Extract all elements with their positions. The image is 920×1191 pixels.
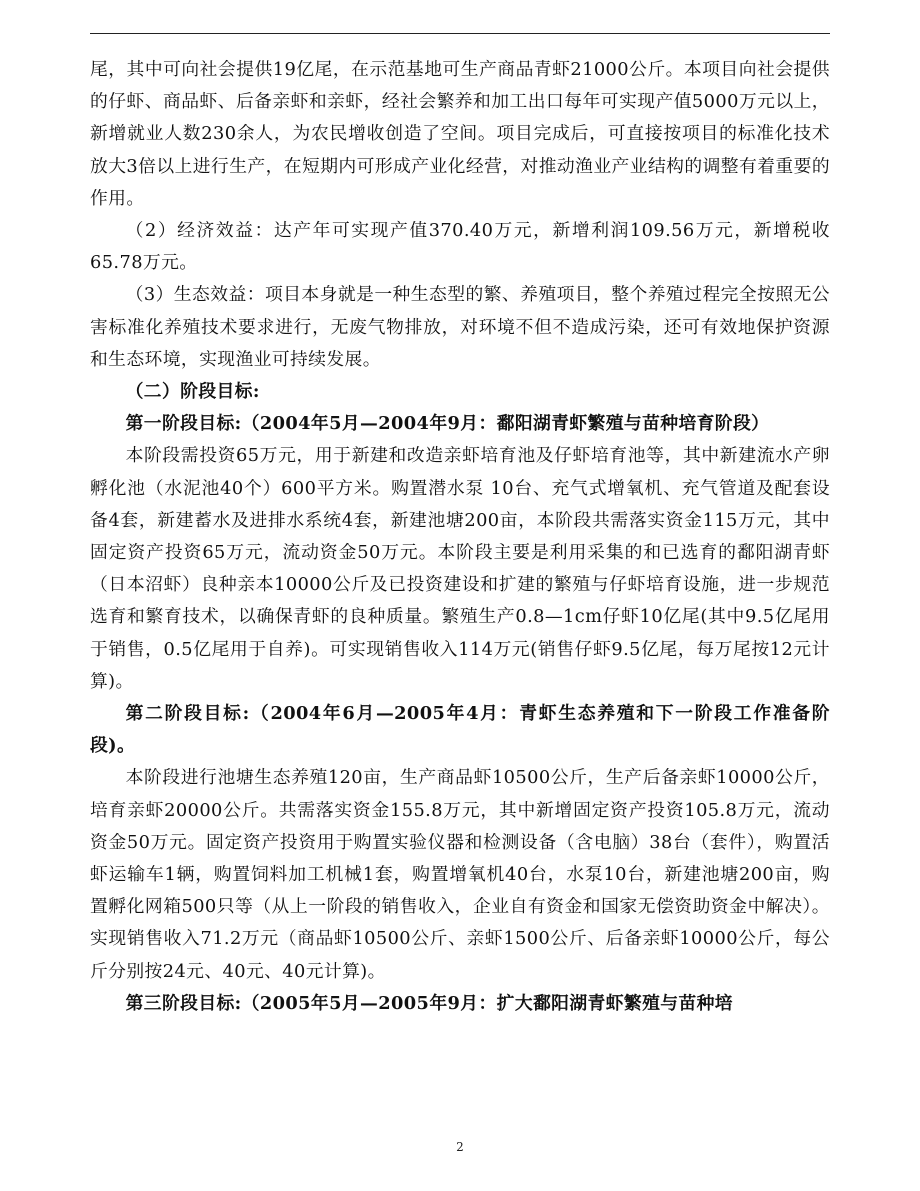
stage-one-heading: 第一阶段目标:（2004年5月—2004年9月：鄱阳湖青虾繁殖与苗种培育阶段） [125, 413, 770, 435]
stage-three-heading: 第三阶段目标:（2005年5月—2005年9月：扩大鄱阳湖青虾繁殖与苗种培 [125, 992, 733, 1014]
paragraph-ecological-benefit: （3）生态效益：项目本身就是一种生态型的繁、养殖项目，整个养殖过程完全按照无公害标准化养殖技术要求进行，无废气物排放，对环境不但不造成污染，还可有效地保护资源和生态环境，实现渔业可持续发展。 [90, 284, 830, 370]
header-rule [90, 33, 830, 34]
page-number: 2 [456, 1140, 464, 1154]
paragraph-social-benefit-continued: 尾，其中可向社会提供19亿尾，在示范基地可生产商品青虾21000公斤。本项目向社会提供的仔虾、商品虾、后备亲虾和亲虾，经社会繁养和加工出口每年可实现产值5000万元以上，新增就业人数230余人，为农民增收创造了空间。项目完成后，可直接按项目的标准化技术放大3倍以上进行生产，在短期内可形成产业化经营，对推动渔业产业结构的调整有着重要的作用。 [90, 59, 830, 209]
stage-one-paragraph: 本阶段需投资65万元，用于新建和改造亲虾培育池及仔虾培育池等，其中新建流水产卵孵化池（水泥池40个）600平方米。购置潜水泵 10台、充气式增氧机、充气管道及配套设备4套，新建蓄水及进排水系统4套，新建池塘200亩，本阶段共需落实资金115万元，其中固定资产投资65万元，流动资金50万元。本阶段主要是利用采集的和已选育的鄱阳湖青虾（日本沼虾）良种亲本10000公斤及已投资建设和扩建的繁殖与仔虾培育设施，进一步规范选育和繁育技术，以确保青虾的良种质量。繁殖生产0.8—1cm仔虾10亿尾(其中9.5亿尾用于销售，0.5亿尾用于自养)。可实现销售收入114万元(销售仔虾9.5亿尾，每万尾按12元计算)。 [90, 445, 830, 692]
section-heading-stage-goals: （二）阶段目标: [125, 381, 260, 403]
document-body [90, 54, 830, 1020]
stage-two-heading: 第二阶段目标:（2004年6月—2005年4月：青虾生态养殖和下一阶段工作准备阶段)。 [90, 703, 830, 757]
paragraph-economic-benefit: （2）经济效益：达产年可实现产值370.40万元，新增利润109.56万元，新增税收65.78万元。 [90, 220, 830, 274]
stage-two-paragraph: 本阶段进行池塘生态养殖120亩，生产商品虾10500公斤，生产后备亲虾10000公斤，培育亲虾20000公斤。共需落实资金155.8万元，其中新增固定资产投资105.8万元，流动资金50万元。固定资产投资用于购置实验仪器和检测设备（含电脑）38台（套件），购置活虾运输车1辆，购置饲料加工机械1套，购置增氧机40台，水泵10台，新建池塘200亩，购置孵化网箱500只等（从上一阶段的销售收入，企业自有资金和国家无偿资助资金中解决）。实现销售收入71.2万元（商品虾10500公斤、亲虾1500公斤、后备亲虾10000公斤，每公斤分别按24元、40元、40元计算)。 [90, 767, 830, 982]
